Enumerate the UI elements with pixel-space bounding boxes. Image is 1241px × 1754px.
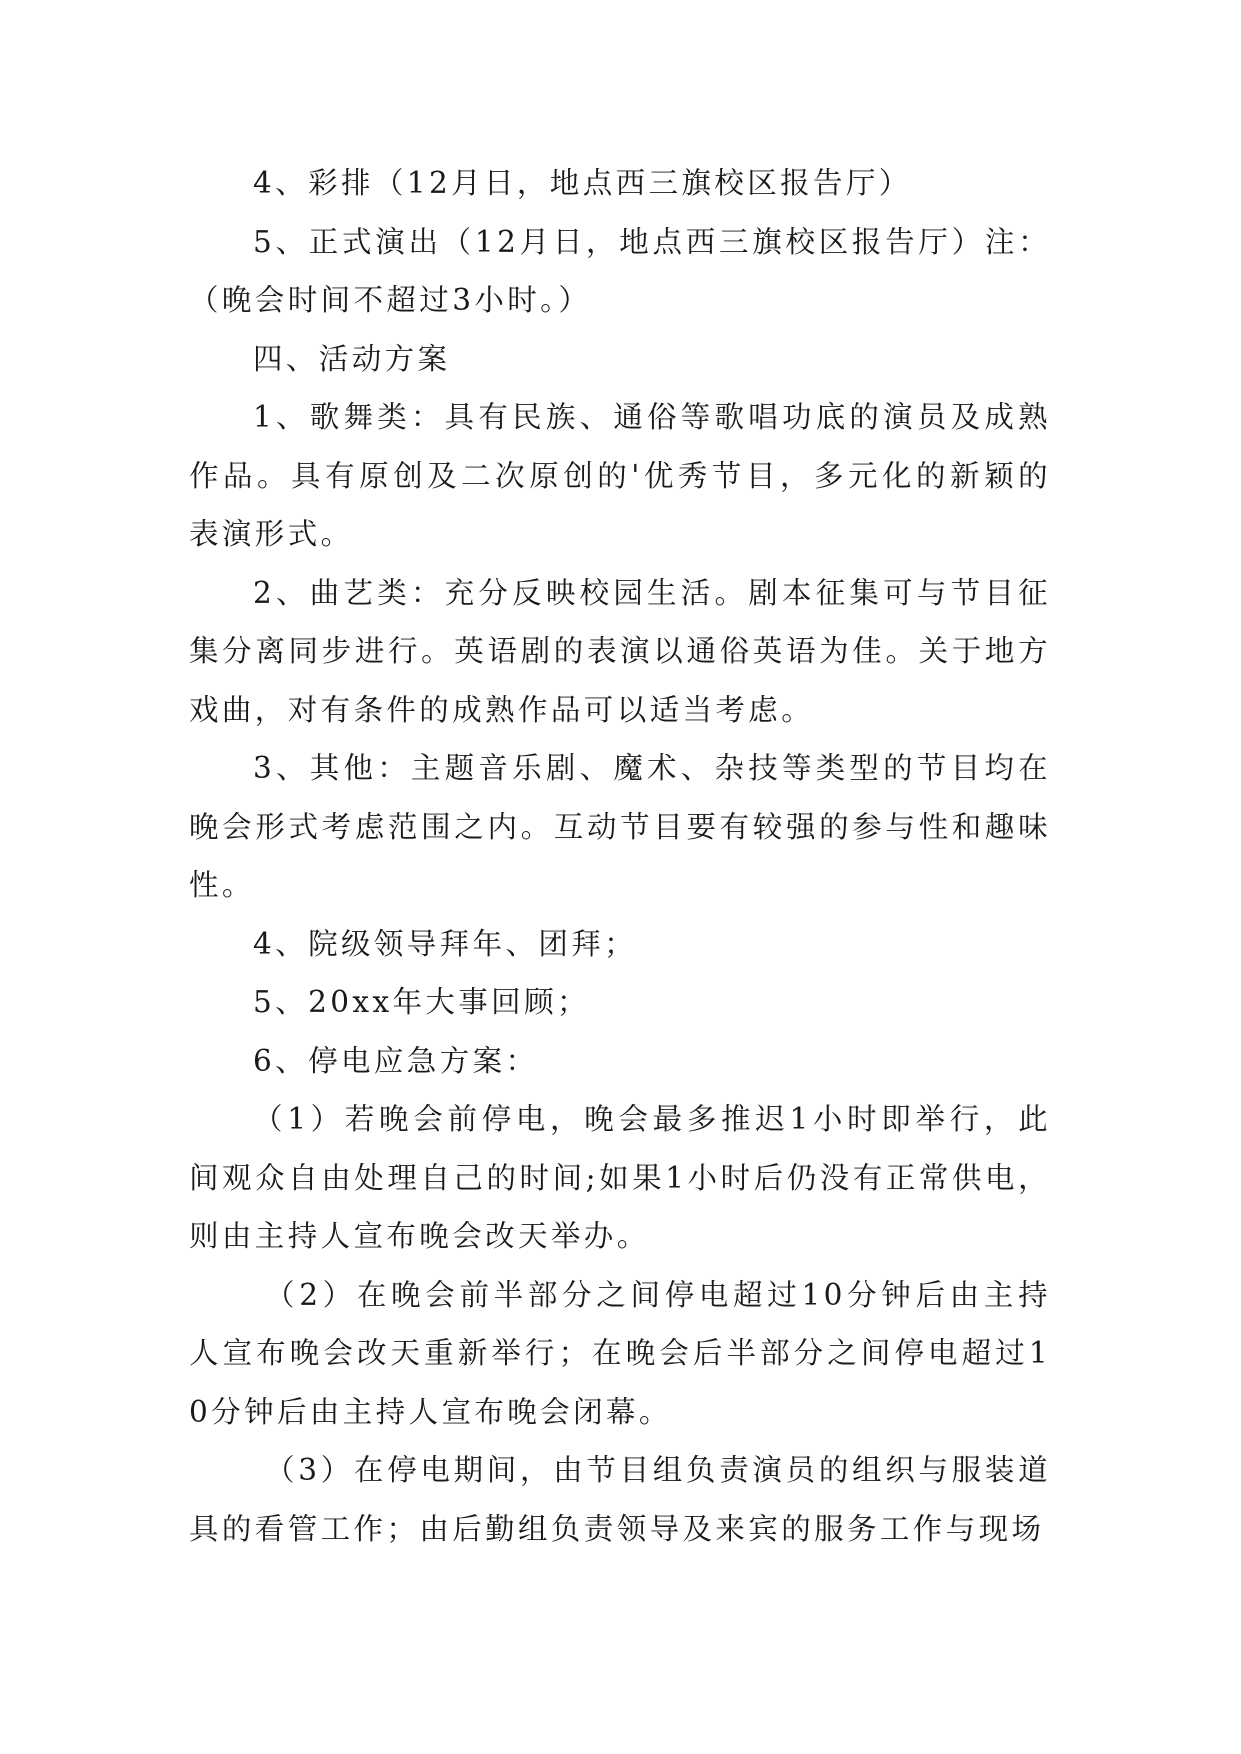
paragraph-performance: 5、正式演出（12月日，地点西三旗校区报告厅）注：（晚会时间不超过3小时。） (189, 224, 1051, 317)
paragraph-song-dance: 1、歌舞类：具有民族、通俗等歌唱功底的演员及成熟作品。具有原创及二次原创的'优秀节目，多元化的新颖的表演形式。 (189, 400, 1051, 551)
paragraph-outage-item-1: （1）若晚会前停电，晚会最多推迟1小时即举行，此间观众自由处理自己的时间;如果1小时后仍没有正常供电，则由主持人宣布晚会改天举办。 (189, 1102, 1051, 1253)
paragraph-folk-arts: 2、曲艺类：充分反映校园生活。剧本征集可与节目征集分离同步进行。英语剧的表演以通俗英语为佳。关于地方戏曲，对有条件的成熟作品可以适当考虑。 (189, 575, 1051, 727)
paragraph-outage-item-3: （3）在停电期间，由节目组负责演员的组织与服装道具的看管工作；由后勤组负责领导及来宾的服务工作与现场 (189, 1453, 1051, 1546)
paragraph-rehearsal: 4、彩排（12月日，地点西三旗校区报告厅） (253, 166, 912, 200)
paragraph-other: 3、其他：主题音乐剧、魔术、杂技等类型的节目均在晚会形式考虑范围之内。互动节目要有较强的参与性和趣味性。 (189, 751, 1051, 902)
paragraph-leaders-greeting: 4、院级领导拜年、团拜； (253, 926, 638, 961)
paragraph-outage-item-2: （2）在晚会前半部分之间停电超过10分钟后由主持人宣布晚会改天重新举行；在晚会后半部分之间停电超过10分钟后由主持人宣布晚会闭幕。 (189, 1277, 1051, 1429)
document-body (189, 154, 1051, 1558)
paragraph-power-outage-plan: 6、停电应急方案： (253, 1043, 539, 1078)
paragraph-year-review: 5、20xx年大事回顾； (253, 985, 590, 1019)
section-heading-activity-plan: 四、活动方案 (253, 341, 451, 376)
